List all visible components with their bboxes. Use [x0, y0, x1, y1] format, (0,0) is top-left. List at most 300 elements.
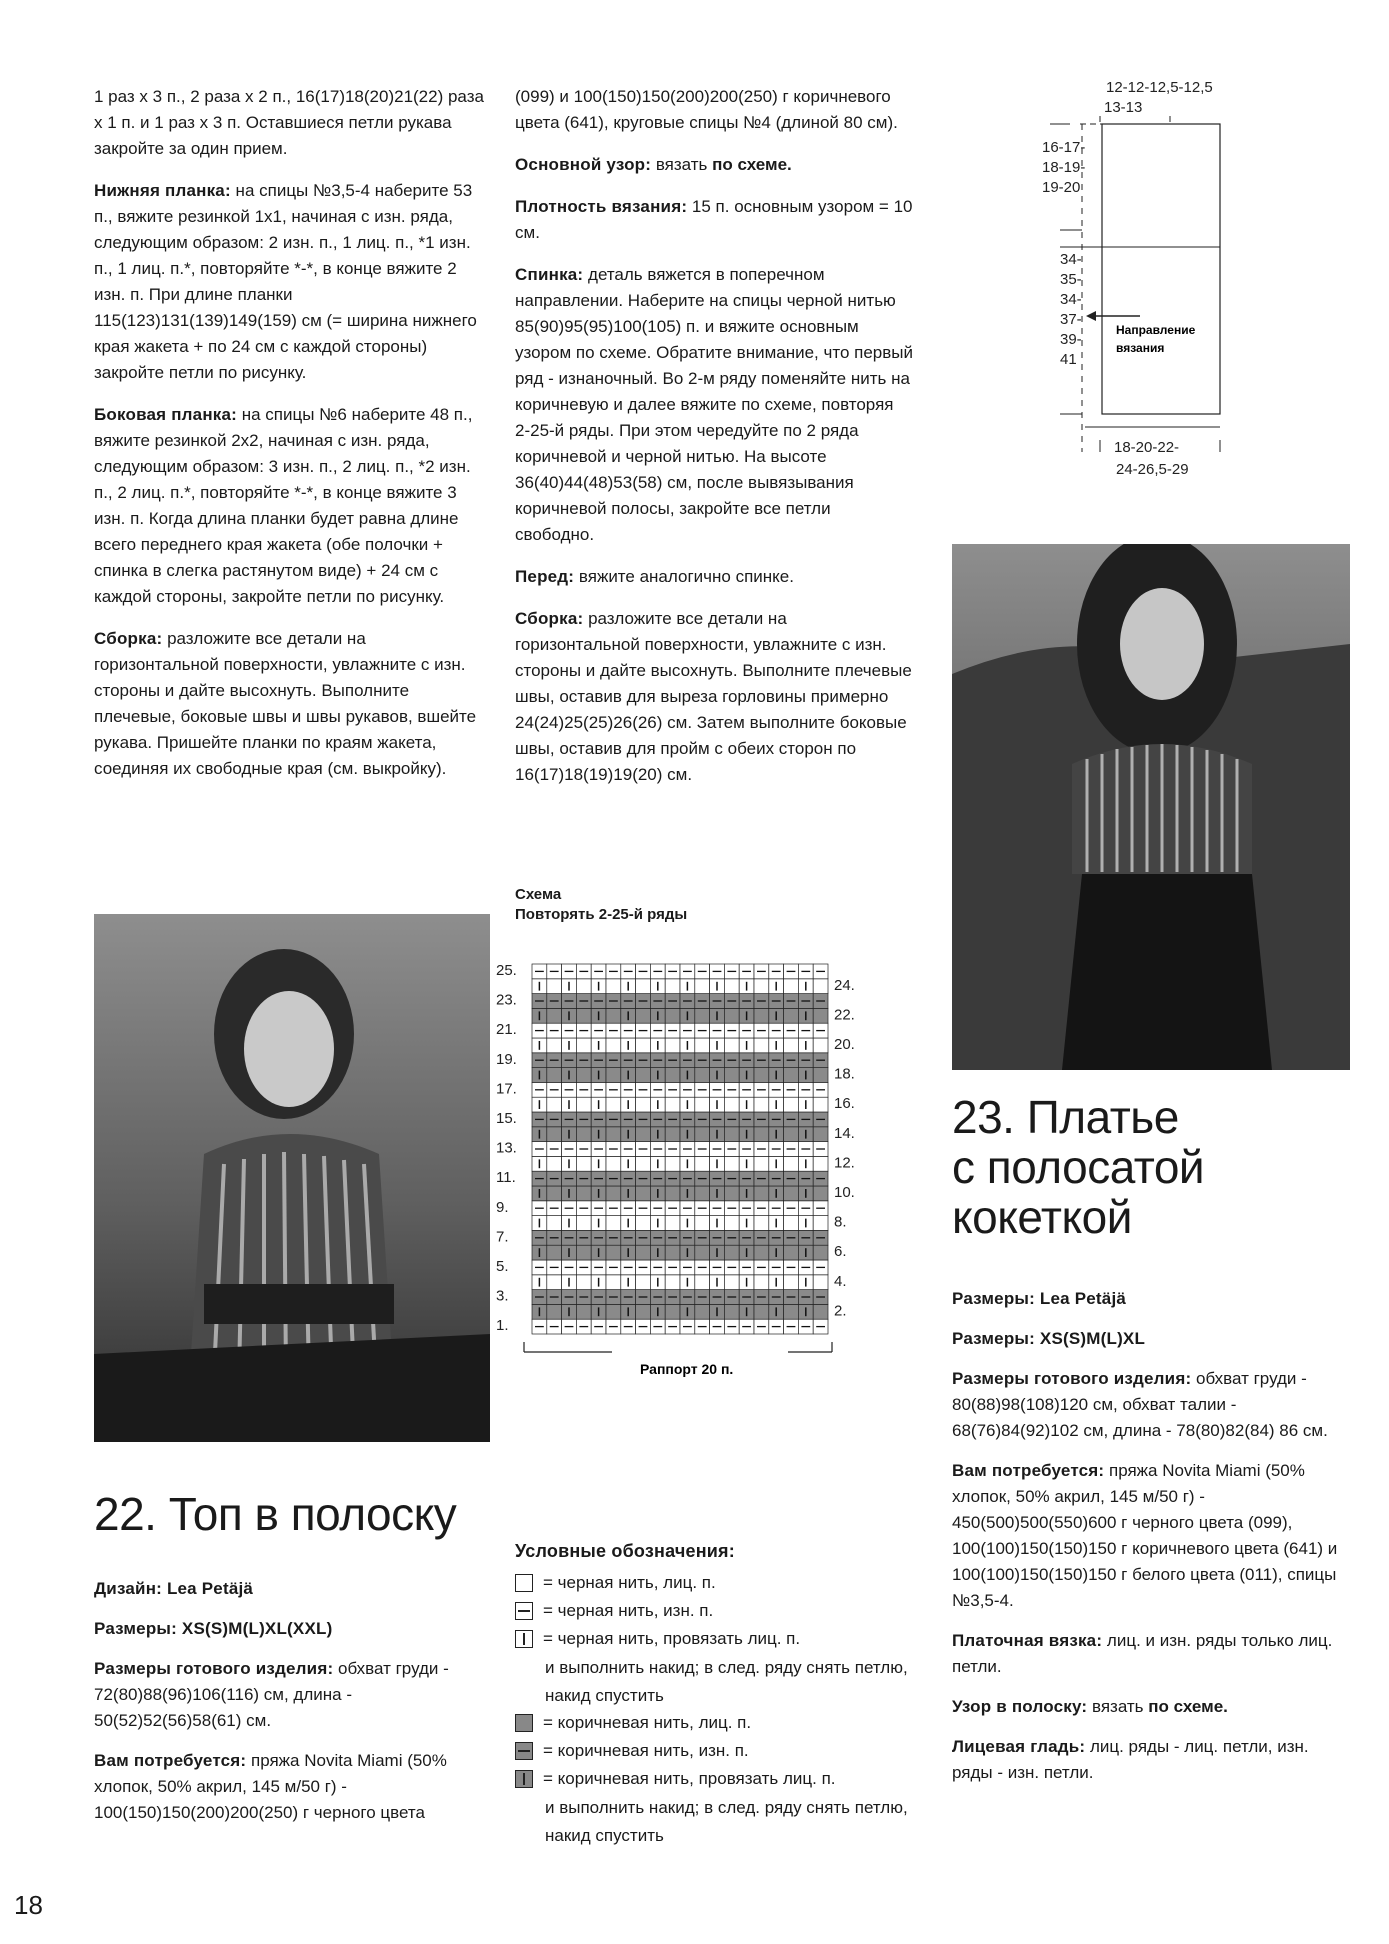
chart-cell: [576, 1068, 591, 1083]
chart-cell: [591, 1097, 606, 1112]
chart-cell: [547, 1245, 562, 1260]
chart-cell: [798, 1216, 813, 1231]
chart-row-label-right: 8.: [834, 1213, 847, 1231]
chart-cell: [813, 994, 828, 1009]
assembly-text-1: разложите все детали на горизонтальной поверхности, увлажните с изн. стороны и дайте высохнуть. Выполните плечевые, боковые швы и швы рукавов, вшейте рукава. Пришейте планки по краям жакета, соединяя их свободные края (см. выкройку).: [94, 629, 477, 778]
chart-cell: [754, 1023, 769, 1038]
chart-cell: [739, 994, 754, 1009]
chart-row-label-left: 9.: [496, 1198, 509, 1216]
legend-item: [515, 1710, 915, 1738]
assembly-paragraph-2: Сборка: разложите все детали на горизонтальной поверхности, увлажните с изн. стороны и дайте высохнуть. Выполните плечевые швы, оставив для выреза горловины примерно 24(24)25(25)26(26) см. Затем выполните боковые швы, оставив для пройм с обеих сторон по 16(17)18(19)19(20) см.: [515, 609, 912, 784]
chart-cell: [621, 979, 636, 994]
chart-cell: [665, 1127, 680, 1142]
chart-cell: [695, 1127, 710, 1142]
article-23-need: Вам потребуется: пряжа Novita Miami (50% хлопок, 50% акрил, 145 м/50 г) - 450(500)500(550)600 г черного цвета (099), 100(100)150(150)150 г коричневого цвета (641) и 100(100)150(150)150 г белого цвета (011), спицы №3,5-4.: [952, 1461, 1338, 1610]
chart-cell: [665, 1260, 680, 1275]
diagram-top-label-1: 12-12-12,5-12,5: [1106, 79, 1213, 96]
article-22-need: Вам потребуется: пряжа Novita Miami (50% хлопок, 50% акрил, 145 м/50 г) - 100(150)150(200)200(250) г черного цвета: [94, 1751, 447, 1822]
chart-cell: [798, 1112, 813, 1127]
chart-cell: [650, 1290, 665, 1305]
chart-cell: [547, 1260, 562, 1275]
chart-cell: [695, 964, 710, 979]
chart-cell: [784, 1216, 799, 1231]
article-22-specs: [94, 1576, 486, 1840]
lower-band-paragraph: [94, 178, 486, 386]
chart-cell: [562, 1156, 577, 1171]
chart-cell: [798, 1023, 813, 1038]
chart-cell: [621, 1186, 636, 1201]
chart-cell: [606, 1186, 621, 1201]
chart-cell: [724, 1260, 739, 1275]
chart-cell: [621, 1201, 636, 1216]
chart-cell: [784, 1245, 799, 1260]
chart-cell: [754, 1260, 769, 1275]
chart-cell: [724, 1230, 739, 1245]
chart-cell: [650, 979, 665, 994]
chart-cell: [562, 1023, 577, 1038]
chart-cell: [547, 1053, 562, 1068]
chart-cell: [532, 1053, 547, 1068]
chart-cell: [798, 1319, 813, 1334]
model-silhouette-2: [952, 544, 1350, 1070]
chart-cell: [784, 1097, 799, 1112]
chart-cell: [739, 1156, 754, 1171]
chart-row-label-left: 11.: [496, 1169, 516, 1187]
chart-cell: [710, 1112, 725, 1127]
chart-cell: [769, 1260, 784, 1275]
chart-cell: [562, 1245, 577, 1260]
diagram-left-upper-2: 18-19-: [1042, 159, 1086, 176]
chart-cell: [576, 1304, 591, 1319]
chart-row-label-left: 21.: [496, 1021, 517, 1039]
chart-cell: [547, 1097, 562, 1112]
chart-cell: [606, 1142, 621, 1157]
chart-cell: [695, 1201, 710, 1216]
chart-cell: [591, 1053, 606, 1068]
chart-cell: [636, 1097, 651, 1112]
chart-row-label-left: 7.: [496, 1228, 509, 1246]
chart-cell: [606, 1201, 621, 1216]
chart-cell: [621, 1156, 636, 1171]
chart-cell: [710, 1156, 725, 1171]
chart-cell: [650, 1245, 665, 1260]
chart-cell: [739, 1023, 754, 1038]
chart-cell: [695, 1319, 710, 1334]
chart-cell: [547, 1201, 562, 1216]
chart-cell: [784, 1230, 799, 1245]
chart-cell: [798, 1201, 813, 1216]
chart-cell: [562, 1186, 577, 1201]
chart-cell: [813, 1023, 828, 1038]
chart-cell: [562, 1053, 577, 1068]
chart-cell: [813, 1186, 828, 1201]
chart-cell: [650, 1216, 665, 1231]
chart-cell: [680, 979, 695, 994]
chart-cell: [591, 994, 606, 1009]
chart-cell: [665, 1275, 680, 1290]
chart-cell: [576, 1230, 591, 1245]
chart-cell: [606, 1038, 621, 1053]
chart-row-label-right: 2.: [834, 1302, 847, 1320]
chart-cell: [547, 1230, 562, 1245]
chart-cell: [621, 1260, 636, 1275]
chart-cell: [591, 1112, 606, 1127]
chart-row-label-right: 22.: [834, 1006, 855, 1024]
article-23-sizes: Размеры: XS(S)M(L)XL: [952, 1329, 1146, 1348]
chart-cell: [680, 1068, 695, 1083]
chart-cell: [813, 1142, 828, 1157]
article-23-title-line-2: с полосатой: [952, 1141, 1205, 1193]
chart-cell: [784, 994, 799, 1009]
chart-cell: [636, 1275, 651, 1290]
chart-cell: [695, 979, 710, 994]
chart-cell: [606, 1097, 621, 1112]
chart-cell: [636, 1230, 651, 1245]
chart-cell: [739, 1275, 754, 1290]
chart-cell: [754, 1142, 769, 1157]
legend-item-continuation: и выполнить накид; в след. ряду снять петлю, накид спустить: [545, 1658, 908, 1705]
chart-cell: [798, 1260, 813, 1275]
chart-cell: [650, 1156, 665, 1171]
chart-cell: [724, 1127, 739, 1142]
chart-cell: [769, 1171, 784, 1186]
chart-cell: [621, 1216, 636, 1231]
chart-cell: [606, 979, 621, 994]
chart-cell: [532, 1097, 547, 1112]
legend-item: [515, 1738, 915, 1766]
chart-cell: [798, 1245, 813, 1260]
chart-cell: [576, 1245, 591, 1260]
chart-cell: [769, 1290, 784, 1305]
chart-cell: [724, 1038, 739, 1053]
chart-cell: [784, 1038, 799, 1053]
chart-cell: [650, 1260, 665, 1275]
chart-cell: [784, 1260, 799, 1275]
chart-cell: [591, 1082, 606, 1097]
density-paragraph: Плотность вязания: 15 п. основным узором = 10 см.: [515, 197, 913, 242]
direction-label-2: вязания: [1116, 341, 1165, 355]
chart-cell: [547, 1023, 562, 1038]
chart-cell: [547, 964, 562, 979]
chart-cell: [769, 1082, 784, 1097]
chart-cell: [636, 1304, 651, 1319]
chart-cell: [591, 1171, 606, 1186]
chart-cell: [562, 1171, 577, 1186]
chart-cell: [724, 1142, 739, 1157]
chart-cell: [798, 1127, 813, 1142]
chart-cell: [710, 979, 725, 994]
chart-cell: [739, 1201, 754, 1216]
side-band-text: на спицы №6 наберите 48 п., вяжите резинкой 2x2, начиная с изн. ряда, следующим образом: 3 изн. п., 2 лиц. п., *2 изн. п., 2 лиц. п.*, повторяйте *-*, в конце вяжите 3 изн. п. Когда длина планки будет равна длине всего переднего края жакета (обе полочки + спинка в слегка растянутом виде) + 24 см с каждой стороны, закройте петли по рисунку.: [94, 405, 473, 606]
chart-cell: [710, 1082, 725, 1097]
chart-cell: [769, 1230, 784, 1245]
chart-cell: [532, 1304, 547, 1319]
chart-cell: [784, 1142, 799, 1157]
article-22-finished: Размеры готового изделия: обхват груди - 72(80)88(96)106(116) см, длина - 50(52)52(56)58(61) см.: [94, 1659, 449, 1730]
chart-cell: [665, 1230, 680, 1245]
chart-cell: [813, 1201, 828, 1216]
chart-cell: [784, 1112, 799, 1127]
chart-cell: [784, 1171, 799, 1186]
chart-cell: [562, 1319, 577, 1334]
chart-cell: [813, 979, 828, 994]
chart-cell: [621, 1230, 636, 1245]
chart-cell: [547, 1038, 562, 1053]
chart-cell: [591, 964, 606, 979]
chart-cell: [547, 1112, 562, 1127]
chart-cell: [769, 1008, 784, 1023]
chart-cell: [813, 1275, 828, 1290]
chart-cell: [606, 1127, 621, 1142]
chart-cell: [695, 1216, 710, 1231]
chart-cell: [724, 1216, 739, 1231]
article-23-specs: [952, 1286, 1350, 1800]
schema-title: Схема: [515, 886, 562, 903]
chart-cell: [769, 1038, 784, 1053]
chart-cell: [576, 1023, 591, 1038]
chart-cell: [680, 1275, 695, 1290]
chart-cell: [710, 1201, 725, 1216]
assembly-paragraph-1: [94, 626, 486, 782]
chart-cell: [724, 1082, 739, 1097]
model-silhouette-1: [94, 914, 490, 1442]
chart-cell: [665, 994, 680, 1009]
chart-cell: [724, 1186, 739, 1201]
chart-cell: [769, 1142, 784, 1157]
chart-cell: [547, 1290, 562, 1305]
chart-cell: [784, 1275, 799, 1290]
legend-swatch-icon: [515, 1714, 533, 1732]
article-23-design: Размеры: Lea Petäjä: [952, 1289, 1127, 1308]
chart-cell: [532, 1201, 547, 1216]
chart-cell: [532, 979, 547, 994]
chart-cell: [591, 1230, 606, 1245]
chart-cell: [739, 1097, 754, 1112]
chart-cell: [784, 1186, 799, 1201]
photo-article-23: [952, 544, 1350, 1070]
chart-cell: [680, 1230, 695, 1245]
chart-cell: [636, 1290, 651, 1305]
assembly-label-1: Сборка:: [94, 629, 163, 648]
legend-item-text: = коричневая нить, лиц. п.: [543, 1713, 752, 1732]
chart-cell: [576, 1290, 591, 1305]
chart-row-label-right: 20.: [834, 1036, 855, 1053]
chart-cell: [754, 1156, 769, 1171]
chart-cell: [754, 1082, 769, 1097]
chart-cell: [576, 1082, 591, 1097]
chart-cell: [813, 1097, 828, 1112]
chart-cell: [710, 1275, 725, 1290]
diagram-top-label-2: 13-13: [1104, 99, 1143, 116]
chart-cell: [695, 1260, 710, 1275]
chart-cell: [680, 1171, 695, 1186]
chart-cell: [724, 1201, 739, 1216]
chart-cell: [813, 1230, 828, 1245]
chart-cell: [562, 1097, 577, 1112]
article-23-stripe: Узор в полоску: вязать по схеме.: [952, 1697, 1228, 1716]
chart-cell: [576, 1260, 591, 1275]
chart-cell: [576, 994, 591, 1009]
chart-cell: [813, 1245, 828, 1260]
article-23-stockinette: Лицевая гладь: лиц. ряды - лиц. петли, изн. ряды - изн. петли.: [952, 1737, 1309, 1782]
chart-cell: [680, 1245, 695, 1260]
legend-item: [515, 1570, 915, 1598]
chart-cell: [769, 1304, 784, 1319]
chart-cell: [621, 1008, 636, 1023]
legend-item: [515, 1598, 915, 1626]
chart-cell: [547, 1319, 562, 1334]
chart-cell: [547, 1156, 562, 1171]
chart-cell: [650, 1201, 665, 1216]
chart-cell: [710, 1053, 725, 1068]
chart-cell: [710, 964, 725, 979]
article-22-title: 22. Топ в полоску: [94, 1488, 457, 1540]
chart-cell: [650, 1275, 665, 1290]
chart-cell: [636, 1260, 651, 1275]
chart-cell: [695, 1290, 710, 1305]
chart-cell: [591, 979, 606, 994]
chart-cell: [636, 1053, 651, 1068]
chart-cell: [650, 1186, 665, 1201]
page-number: 18: [14, 1890, 43, 1920]
chart-cell: [798, 1038, 813, 1053]
chart-cell: [650, 1142, 665, 1157]
chart-cell: [665, 1023, 680, 1038]
chart-cell: [532, 1260, 547, 1275]
chart-cell: [798, 1053, 813, 1068]
chart-cell: [606, 994, 621, 1009]
chart-row-label-left: 25.: [496, 962, 517, 979]
chart-cell: [562, 1216, 577, 1231]
chart-cell: [680, 994, 695, 1009]
chart-cell: [695, 1068, 710, 1083]
chart-cell: [739, 1142, 754, 1157]
chart-cell: [650, 1082, 665, 1097]
chart-cell: [636, 1186, 651, 1201]
chart-cell: [562, 1201, 577, 1216]
chart-cell: [769, 1068, 784, 1083]
chart-row-label-left: 3.: [496, 1287, 509, 1305]
chart-cell: [650, 994, 665, 1009]
chart-cell: [695, 1008, 710, 1023]
chart-cell: [710, 1023, 725, 1038]
chart-cell: [754, 1038, 769, 1053]
diagram-left-lower-1: 34-: [1060, 251, 1082, 268]
chart-cell: [798, 1304, 813, 1319]
chart-cell: [784, 1127, 799, 1142]
chart-cell: [591, 1319, 606, 1334]
chart-cell: [798, 1290, 813, 1305]
chart-cell: [724, 1156, 739, 1171]
lower-band-text: на спицы №3,5-4 наберите 53 п., вяжите резинкой 1x1, начиная с изн. ряда, следующим образом: 2 изн. п., 1 лиц. п., *1 изн. п., 1 лиц. п.*, повторяйте *-*, в конце вяжите 2 изн. п. При длине планки 115(123)131(139)149(159) см (= ширина нижнего края жакета + по 24 см с каждой стороны) закройте петли по рисунку.: [94, 181, 477, 382]
chart-cell: [665, 1142, 680, 1157]
schema-subtitle: Повторять 2-25-й ряды: [515, 906, 688, 923]
chart-cell: [532, 1275, 547, 1290]
chart-cell: [621, 1023, 636, 1038]
chart-cell: [621, 1127, 636, 1142]
chart-cell: [784, 1156, 799, 1171]
chart-cell: [650, 1112, 665, 1127]
chart-cell: [650, 1023, 665, 1038]
chart-cell: [606, 1068, 621, 1083]
chart-cell: [562, 1142, 577, 1157]
chart-cell: [724, 1023, 739, 1038]
chart-cell: [532, 1008, 547, 1023]
chart-cell: [606, 1171, 621, 1186]
chart-cell: [650, 1319, 665, 1334]
chart-cell: [636, 1127, 651, 1142]
chart-cell: [798, 1082, 813, 1097]
chart-cell: [576, 1186, 591, 1201]
chart-cell: [754, 1245, 769, 1260]
chart-cell: [532, 1186, 547, 1201]
chart-row-label-left: 23.: [496, 991, 517, 1009]
chart-cell: [798, 1068, 813, 1083]
chart-cell: [739, 1260, 754, 1275]
chart-cell: [606, 1275, 621, 1290]
chart-cell: [754, 1216, 769, 1231]
chart-cell: [650, 1304, 665, 1319]
chart-cell: [636, 1201, 651, 1216]
chart-cell: [591, 1260, 606, 1275]
chart-cell: [665, 1245, 680, 1260]
chart-cell: [798, 1008, 813, 1023]
chart-cell: [636, 1142, 651, 1157]
chart-cell: [636, 1319, 651, 1334]
chart-cell: [591, 1245, 606, 1260]
chart-cell: [769, 1186, 784, 1201]
chart-cell: [769, 1053, 784, 1068]
chart-cell: [532, 1038, 547, 1053]
column-2: [515, 84, 913, 804]
chart-cell: [724, 964, 739, 979]
chart-cell: [739, 1127, 754, 1142]
article-23-garter: Платочная вязка: лиц. и изн. ряды только лиц. петли.: [952, 1631, 1333, 1676]
diagram-left-lower-5: 39-: [1060, 331, 1082, 348]
chart-cell: [680, 1290, 695, 1305]
chart-cell: [813, 1038, 828, 1053]
chart-row-label-right: 10.: [834, 1184, 855, 1201]
chart-cell: [591, 1023, 606, 1038]
chart-cell: [769, 979, 784, 994]
chart-cell: [606, 1112, 621, 1127]
chart-cell: [680, 1260, 695, 1275]
chart-cell: [739, 1245, 754, 1260]
chart-cell: [606, 1156, 621, 1171]
chart-cell: [710, 1304, 725, 1319]
chart-cell: [576, 1319, 591, 1334]
col1-intro: 1 раз x 3 п., 2 раза x 2 п., 16(17)18(20)21(22) раза x 1 п. и 1 раз x 3 п. Оставшиеся петли рукава закройте за один прием.: [94, 87, 484, 158]
chart-cell: [784, 1023, 799, 1038]
chart-cell: [680, 1156, 695, 1171]
chart-cell: [680, 1097, 695, 1112]
chart-cell: [636, 1171, 651, 1186]
chart-cell: [621, 1053, 636, 1068]
diagram-left-lower-3: 34-: [1060, 291, 1082, 308]
chart-cell: [547, 994, 562, 1009]
chart-cell: [798, 1156, 813, 1171]
chart-cell: [784, 1201, 799, 1216]
chart-cell: [754, 1319, 769, 1334]
chart-cell: [532, 1171, 547, 1186]
legend-item-continuation: и выполнить накид; в след. ряду снять петлю, накид спустить: [545, 1798, 908, 1845]
chart-cell: [532, 1082, 547, 1097]
chart-cell: [650, 964, 665, 979]
chart-cell: [665, 1171, 680, 1186]
chart-cell: [591, 1127, 606, 1142]
chart-cell: [798, 1097, 813, 1112]
chart-cell: [665, 1097, 680, 1112]
